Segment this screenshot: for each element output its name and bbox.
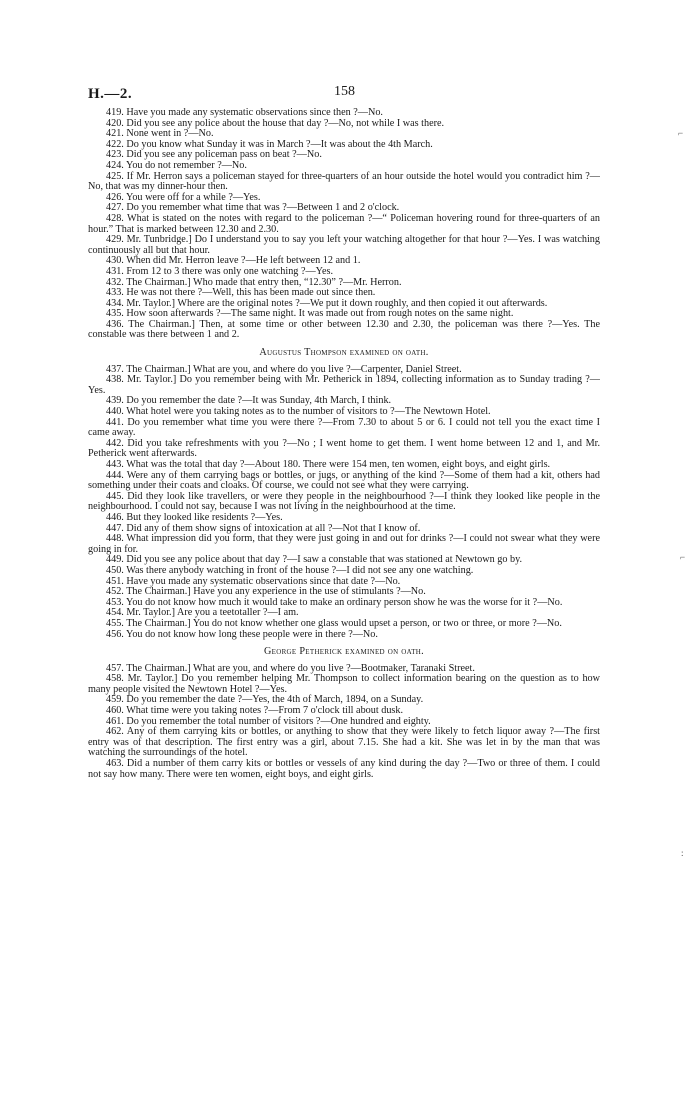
margin-mark: ⌐	[680, 552, 686, 562]
testimony-paragraph: 447. Did any of them show signs of intoxication at all ?—Not that I know of.	[106, 522, 421, 534]
testimony-paragraph: 463. Did a number of them carry kits or bottles or vessels of any kind during the day ?—Two or three of them. I could not say how many. There were ten women, eight boys, and eight girls.	[88, 758, 600, 780]
testimony-paragraph: 444. Were any of them carrying bags or bottles, or jugs, or anything of the kind ?—Some of them had a kit, others had something under their coats and cloaks. Of course, we could not see what they were carrying.	[88, 469, 600, 492]
document-body	[88, 108, 600, 780]
testimony-paragraph: 429. Mr. Tunbridge.] Do I understand you to say you left your watching altogether for that hour ?—Yes. I was watching continuously all but that hour.	[88, 234, 600, 256]
testimony-paragraph: 452. The Chairman.] Have you any experience in the use of stimulants ?—No.	[106, 586, 426, 598]
page-number: 158	[334, 84, 355, 99]
testimony-paragraph: 425. If Mr. Herron says a policeman stayed for three-quarters of an hour outside the hotel would you contradict him ?—No, that was my dinner-hour then.	[88, 170, 600, 193]
testimony-paragraph: 443. What was the total that day ?—About 180. There were 154 men, ten women, eight boys, and eight girls.	[106, 459, 551, 470]
testimony-paragraph: 420. Did you see any police about the house that day ?—No, not while I was there.	[106, 117, 445, 129]
testimony-paragraph: 422. Do you know what Sunday it was in March ?—It was about the 4th March.	[106, 138, 433, 150]
witness-heading: George Petherick examined on oath.	[264, 646, 424, 658]
testimony-paragraph: 457. The Chairman.] What are you, and where do you live ?—Bootmaker, Taranaki Street.	[106, 662, 475, 674]
testimony-paragraph: 434. Mr. Taylor.] Where are the original notes ?—We put it down roughly, and then copied it out afterwards.	[106, 297, 548, 309]
testimony-paragraph: 430. When did Mr. Herron leave ?—He left between 12 and 1.	[106, 255, 361, 267]
testimony-paragraph: 445. Did they look like travellers, or were they people in the neighbourhood ?—I think they looked like people in the neighbourhood. I could not say, because I was not living in the neighbourhood at the time.	[88, 490, 600, 513]
testimony-paragraph: 436. The Chairman.] Then, at some time or other between 12.30 and 2.30, the policeman was there ?—Yes. The constable was there between 1 and 2.	[88, 318, 600, 341]
testimony-paragraph: 433. He was not there ?—Well, this has been made out since then.	[106, 287, 376, 299]
testimony-paragraph: 450. Was there anybody watching in front of the house ?—I did not see any one watching.	[106, 564, 474, 576]
testimony-paragraph: 449. Did you see any police about that day ?—I saw a constable that was stationed at Newtown go by.	[106, 554, 523, 566]
margin-mark: :	[681, 848, 684, 858]
testimony-paragraph: 437. The Chairman.] What are you, and where do you live ?—Carpenter, Daniel Street.	[106, 363, 462, 375]
testimony-paragraph: 439. Do you remember the date ?—It was Sunday, 4th March, I think.	[106, 395, 392, 407]
testimony-paragraph: 424. You do not remember ?—No.	[106, 159, 247, 171]
witness-heading: Augustus Thompson examined on oath.	[259, 347, 429, 359]
testimony-paragraph: 455. The Chairman.] You do not know whether one glass would upset a person, or two or three, or more ?—No.	[106, 617, 562, 629]
testimony-paragraph: 426. You were off for a while ?—Yes.	[106, 191, 261, 203]
testimony-paragraph: 435. How soon afterwards ?—The same night. It was made out from rough notes on the same night.	[106, 308, 514, 320]
testimony-paragraph: 453. You do not know how much it would take to make an ordinary person show he was the worse for it ?—No.	[106, 596, 563, 608]
testimony-paragraph: 431. From 12 to 3 there was only one watching ?—Yes.	[106, 265, 334, 277]
testimony-paragraph: 427. Do you remember what time that was ?—Between 1 and 2 o'clock.	[106, 202, 400, 214]
testimony-paragraph: 438. Mr. Taylor.] Do you remember being with Mr. Petherick in 1894, collecting information as to Sunday trading ?—Yes.	[88, 374, 600, 396]
testimony-paragraph: 461. Do you remember the total number of visitors ?—One hundred and eighty.	[106, 715, 431, 727]
testimony-paragraph: 451. Have you made any systematic observations since that date ?—No.	[106, 575, 401, 587]
margin-mark: ⌐	[678, 128, 684, 138]
testimony-paragraph: 440. What hotel were you taking notes as to the number of visitors to ?—The Newtown Hotel.	[106, 406, 491, 418]
testimony-paragraph: 448. What impression did you form, that they were just going in and out for drinks ?—I could not swear what they were going in for.	[88, 533, 600, 555]
document-reference: H.—2.	[88, 86, 133, 102]
testimony-paragraph: 446. But they looked like residents ?—Yes.	[106, 511, 283, 523]
testimony-paragraph: 442. Did you take refreshments with you ?—No ; I went home to get them. I went home between 12 and 1, and Mr. Petherick went afterwards.	[88, 437, 600, 460]
testimony-paragraph: 456. You do not know how long these people were in there ?—No.	[106, 628, 378, 640]
testimony-paragraph: 432. The Chairman.] Who made that entry then, “12.30” ?—Mr. Herron.	[106, 276, 402, 288]
testimony-paragraph: 421. None went in ?—No.	[106, 128, 214, 140]
testimony-paragraph: 428. What is stated on the notes with regard to the policeman ?—“ Policeman hovering round for three-quarters of an hour.” That is marked between 12.30 and 2.30.	[88, 212, 600, 235]
testimony-paragraph: 441. Do you remember what time you were there ?—From 7.30 to about 5 or 6. I could not tell you the exact time I came away.	[88, 416, 600, 439]
testimony-paragraph: 462. Any of them carrying kits or bottles, or anything to show that they were likely to fetch liquor away ?—The first entry was of that description. The first entry was a girl, about 7.15. She had a kit. She was let in by the man that was watching the surroundings of the hotel.	[88, 726, 600, 759]
testimony-paragraph: 458. Mr. Taylor.] Do you remember helping Mr. Thompson to collect information bearing on the question as to how many people visited the Newtown Hotel ?—Yes.	[88, 673, 600, 695]
testimony-paragraph: 454. Mr. Taylor.] Are you a teetotaller ?—I am.	[106, 607, 299, 619]
testimony-paragraph: 460. What time were you taking notes ?—From 7 o'clock till about dusk.	[106, 705, 404, 717]
testimony-paragraph: 419. Have you made any systematic observations since then ?—No.	[106, 107, 383, 118]
testimony-paragraph: 423. Did you see any policeman pass on beat ?—No.	[106, 149, 322, 161]
testimony-paragraph: 459. Do you remember the date ?—Yes, the 4th of March, 1894, on a Sunday.	[106, 694, 424, 706]
